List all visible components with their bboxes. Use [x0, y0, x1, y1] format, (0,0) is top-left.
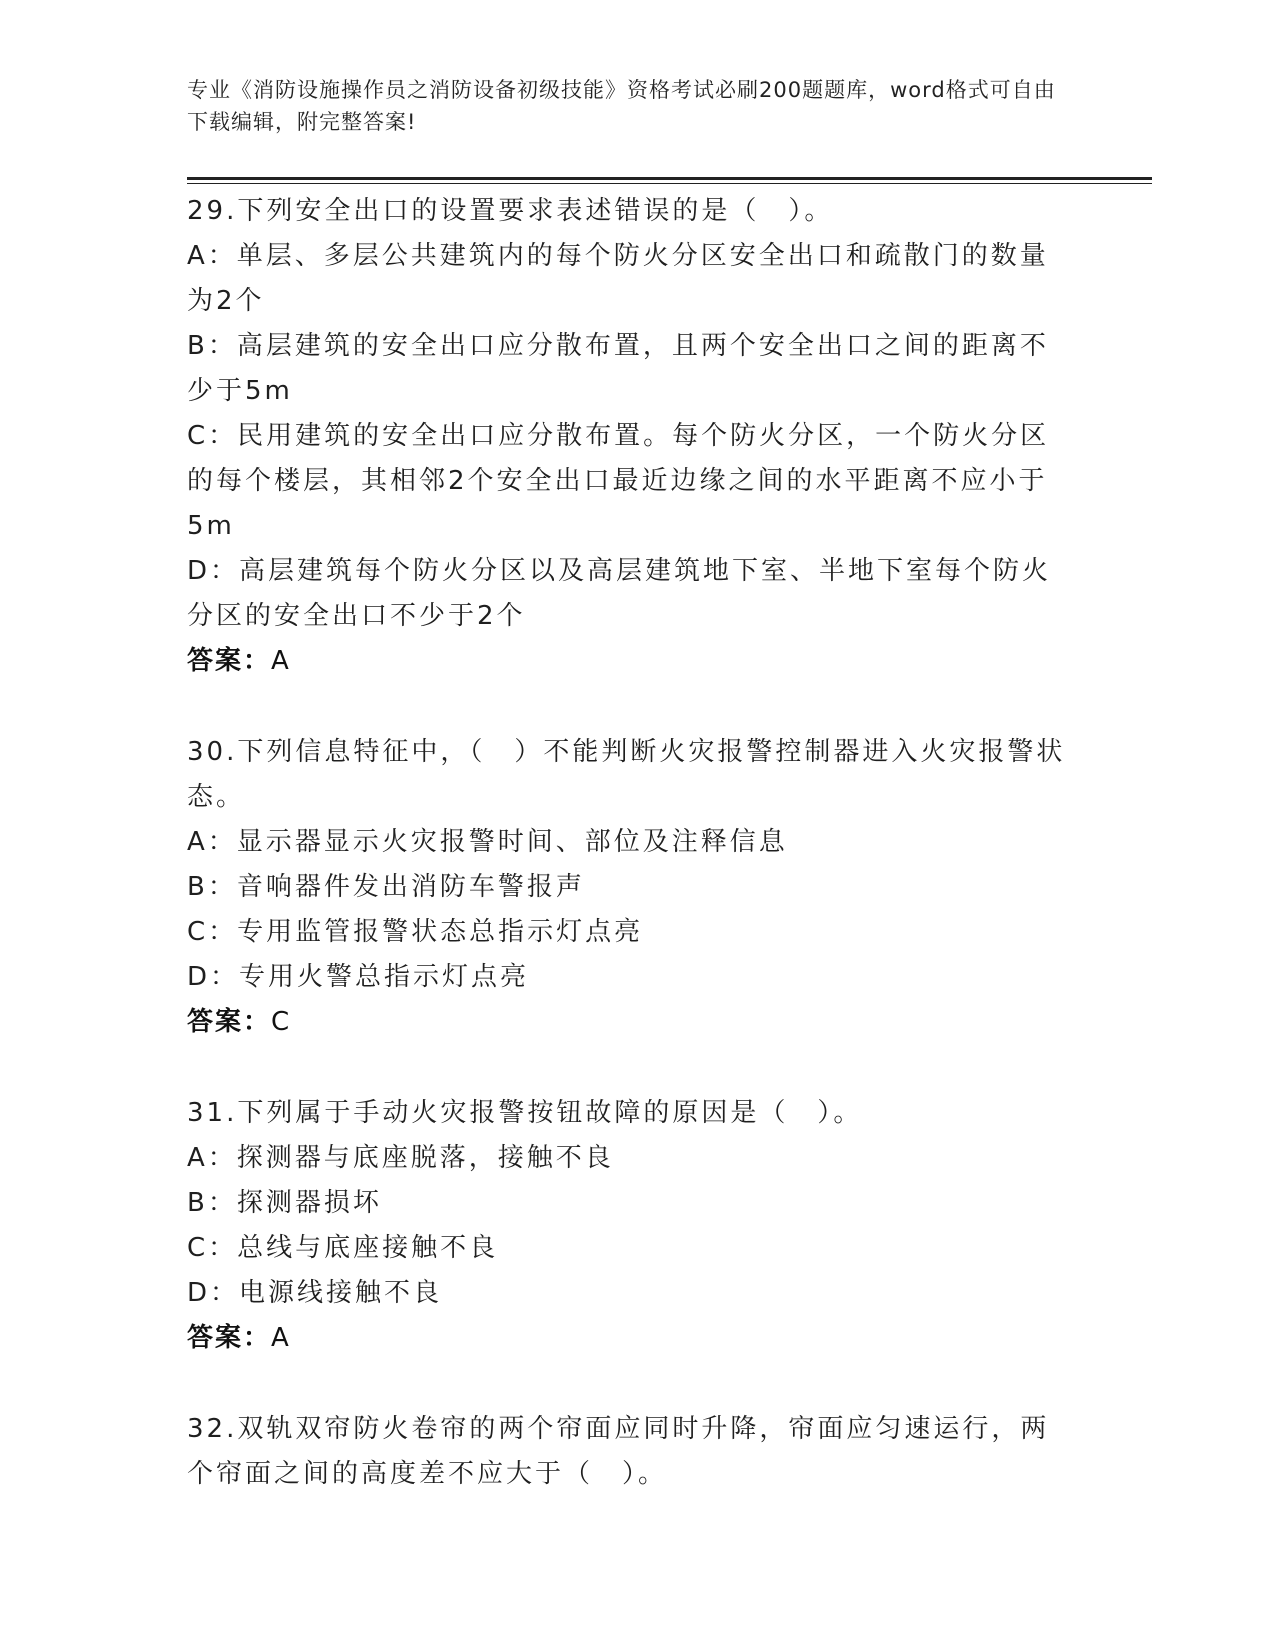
answer-value: A [271, 646, 290, 676]
question-list [187, 189, 1087, 1543]
option-b: B：音响器件发出消防车警报声 [187, 872, 585, 902]
option-d: D：电源线接触不良 [187, 1278, 443, 1308]
header-divider-thin [187, 183, 1152, 184]
option-a: A：探测器与底座脱落，接触不良 [187, 1143, 614, 1173]
answer-label: 答案： [187, 1007, 272, 1037]
question-32 [187, 1407, 1087, 1497]
question-stem: 32.双轨双帘防火卷帘的两个帘面应同时升降，帘面应匀速运行，两个帘面之间的高度差不应大于（ ）。 [187, 1414, 1050, 1489]
answer-value: C [271, 1007, 291, 1037]
option-c: C：民用建筑的安全出口应分散布置。每个防火分区，一个防火分区的每个楼层，其相邻2个安全出口最近边缘之间的水平距离不应小于5m [187, 421, 1050, 541]
option-d: D：专用火警总指示灯点亮 [187, 962, 530, 992]
question-stem: 30.下列信息特征中，（ ）不能判断火灾报警控制器进入火灾报警状态。 [187, 737, 1066, 812]
option-c: C：专用监管报警状态总指示灯点亮 [187, 917, 644, 947]
option-b: B：探测器损坏 [187, 1188, 382, 1218]
option-a: A：单层、多层公共建筑内的每个防火分区安全出口和疏散门的数量为2个 [187, 241, 1049, 316]
answer-line [187, 639, 1087, 684]
answer-line [187, 1000, 1087, 1045]
option-b: B：高层建筑的安全出口应分散布置，且两个安全出口之间的距离不少于5m [187, 331, 1049, 406]
question-stem: 31.下列属于手动火灾报警按钮故障的原因是（ ）。 [187, 1098, 863, 1128]
question-29 [187, 189, 1087, 684]
answer-label: 答案： [187, 1323, 272, 1353]
header-divider-thick [187, 177, 1152, 180]
option-a: A：显示器显示火灾报警时间、部位及注释信息 [187, 827, 788, 857]
question-30 [187, 730, 1087, 1045]
document-header: 专业《消防设施操作员之消防设备初级技能》资格考试必刷200题题库，word格式可自由下载编辑，附完整答案! [187, 78, 1056, 134]
answer-line [187, 1316, 1087, 1361]
option-c: C：总线与底座接触不良 [187, 1233, 499, 1263]
question-31 [187, 1091, 1087, 1361]
answer-label: 答案： [187, 646, 272, 676]
option-d: D：高层建筑每个防火分区以及高层建筑地下室、半地下室每个防火分区的安全出口不少于2个 [187, 556, 1052, 631]
answer-value: A [271, 1323, 290, 1353]
question-stem: 29.下列安全出口的设置要求表述错误的是（ ）。 [187, 196, 834, 226]
